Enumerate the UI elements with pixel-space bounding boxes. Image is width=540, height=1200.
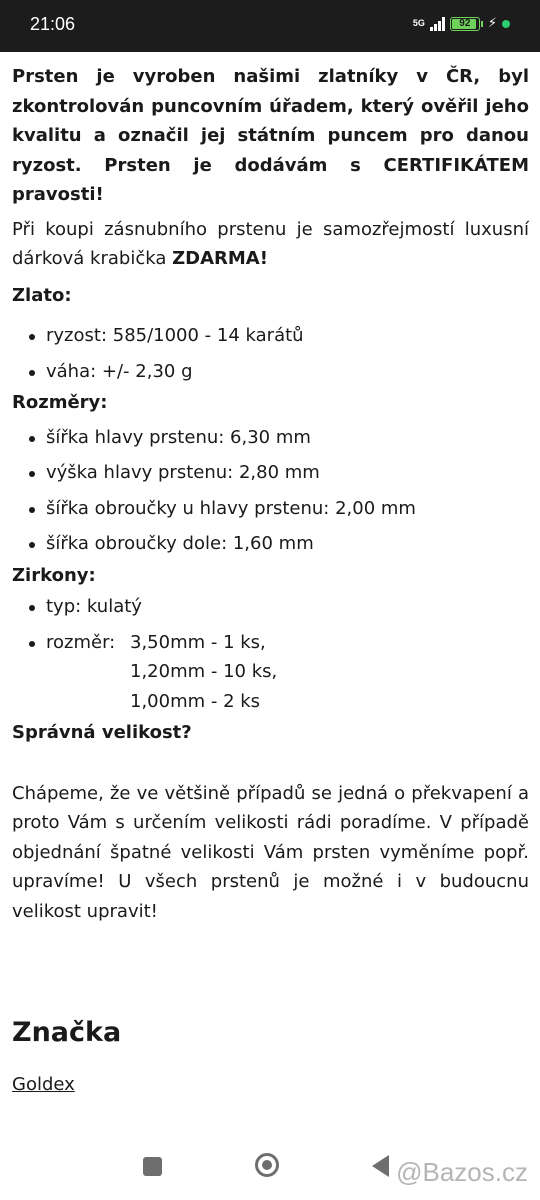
recent-apps-button[interactable] [143,1157,162,1176]
dimension-item: výška hlavy prstenu: 2,80 mm [12,458,529,488]
dimension-item: šířka obroučky u hlavy prstenu: 2,00 mm [12,494,529,524]
zircon-type: typ: kulatý [12,592,529,622]
size-heading: Správná velikost? [12,722,192,743]
battery-tip [481,21,483,27]
size-paragraph: Chápeme, že ve většině případů se jedná o překvapení a proto Vám s určením velikosti rádi poradíme. V případě objednání špatné velikosti Vám prsten vyměníme popř. upravíme! U všech prstenů je možné i v budoucnu velikost upravit! [12,782,529,922]
network-indicator: 5G [412,18,425,28]
brand-link[interactable]: Goldex [12,1074,75,1095]
status-bar [0,0,540,52]
zircon-size-row [46,628,529,658]
gift-paragraph [12,215,529,274]
zircon-size [12,628,529,717]
zircon-size-label: rozměr: [46,631,116,653]
dimension-item: šířka hlavy prstenu: 6,30 mm [12,423,529,453]
watermark: @Bazos.cz [396,1157,528,1187]
product-description [12,62,529,926]
battery-icon [450,17,480,31]
gold-item: ryzost: 585/1000 - 14 karátů [12,321,529,351]
certificate-paragraph: Prsten je vyroben našimi zlatníky v ČR, byl zkontrolován puncovním úřadem, který ověřil jeho kvalitu a označil jej státním puncem pro danou ryzost. Prsten je dodávám s CERTIFIKÁTEM pravosti! [12,66,529,205]
gift-text: Při koupi zásnubního prstenu je samozřejmostí luxusní dárková krabička [12,218,529,269]
zircon-size-value: 1,00mm - 2 ks [130,690,261,712]
dimensions-heading: Rozměry: [12,392,108,413]
zircon-size-value: 1,20mm - 10 ks, [130,661,278,682]
status-time: 21:06 [30,14,76,34]
zircon-size-value: 3,50mm - 1 ks, [130,631,266,653]
home-button[interactable] [255,1153,279,1177]
camera-indicator-icon [502,20,510,28]
gold-list [12,321,529,386]
charging-icon: ⚡ [487,16,497,31]
gift-bold: ZDARMA! [172,248,268,269]
zircons-heading: Zirkony: [12,564,96,586]
back-button[interactable] [372,1155,389,1177]
gold-heading: Zlato: [12,284,72,306]
gold-item: váha: +/- 2,30 g [12,357,529,387]
dimensions-list [12,423,529,559]
status-icons [413,16,510,31]
brand-title: Značka [12,1017,122,1048]
battery-level: 92 [459,17,471,29]
zircons-list [12,592,529,716]
signal-icon [430,17,445,31]
dimension-item: šířka obroučky dole: 1,60 mm [12,529,529,559]
